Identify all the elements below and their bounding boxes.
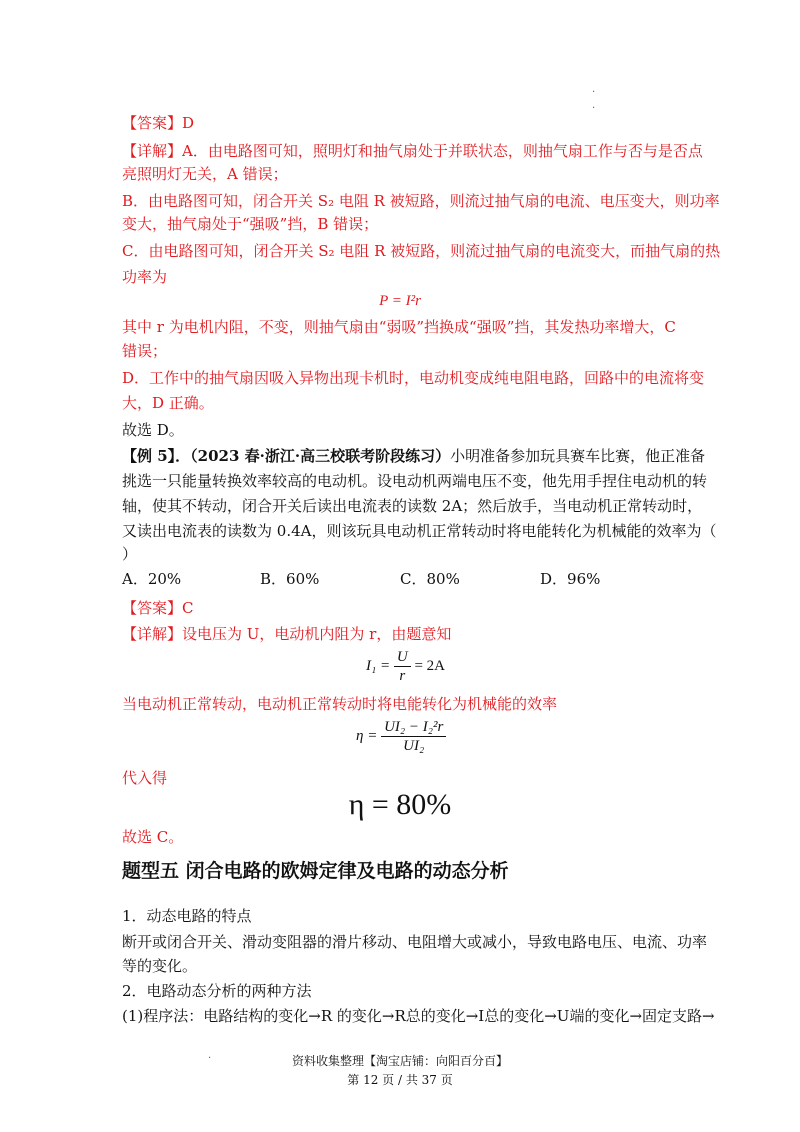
answer-line [122, 597, 194, 619]
section-paragraph: 等的变化。 [122, 957, 198, 975]
speck-mark: . [592, 84, 596, 95]
conclusion-line: 故选 D。 [122, 421, 184, 439]
footer-page-number: 第 12 页 / 共 37 页 [347, 1073, 453, 1087]
result-equation: η = 80% [348, 788, 452, 821]
section-paragraph: 1．动态电路的特点 [122, 907, 252, 925]
equation-rhs: = 2A [414, 657, 445, 674]
equation-lhs: η = [356, 727, 378, 744]
section-heading: 题型五 闭合电路的欧姆定律及电路的动态分析 [122, 860, 509, 882]
fraction-denominator: r [399, 668, 406, 684]
example-line: 又读出电流表的读数为 0.4A，则该玩具电动机正常转动时将电能转化为机械能的效率为（ [122, 522, 717, 540]
fraction-numerator: U [394, 648, 411, 667]
fraction [381, 718, 446, 755]
option-c [400, 568, 460, 590]
fraction-denominator: UI₂ [403, 738, 425, 754]
answer-line [122, 112, 194, 134]
explanation-line: C．由电路图可知，闭合开关 S₂ 电阻 R 被短路，则流过抽气扇的电流变大，而抽气扇的热 [122, 242, 721, 260]
explanation-line: 功率为 [122, 268, 168, 286]
efficiency-equation [356, 718, 446, 755]
option-letter: B． [260, 570, 287, 588]
example-line: ） [122, 545, 138, 563]
current-equation [366, 648, 445, 685]
explanation-line: D．工作中的抽气扇因吸入异物出现卡机时，电动机变成纯电阻电路，回路中的电流将变 [122, 369, 705, 387]
explanation-line: 【详解】设电压为 U，电动机内阻为 r，由题意知 [122, 625, 452, 643]
option-a [122, 568, 181, 590]
example-text: 小明准备参加玩具赛车比赛，他正准备 [450, 447, 706, 465]
answer-label: 【答案】 [122, 599, 183, 617]
explanation-line: 大，D 正确。 [122, 394, 214, 412]
example-tag: 【例 5】．（2023 春·浙江·高三校联考阶段练习） [122, 447, 451, 465]
section-paragraph: (1)程序法：电路结构的变化→R 的变化→R总的变化→I总的变化→U端的变化→固定支路→ [122, 1007, 715, 1025]
explanation-line: 当电动机正常转动，电动机正常转动时将电能转化为机械能的效率 [122, 695, 558, 713]
answer-value: C [182, 599, 194, 617]
explanation-line: 变大，抽气扇处于“强吸”挡，B 错误； [122, 215, 379, 233]
answer-label: 【答案】 [122, 114, 183, 132]
option-value: 96% [567, 570, 601, 588]
speck-mark: . [208, 1050, 212, 1061]
fraction-numerator: UI₂ − I₂²r [381, 718, 446, 737]
option-letter: C． [400, 570, 427, 588]
example-heading [122, 445, 705, 467]
section-paragraph: 2．电路动态分析的两种方法 [122, 982, 312, 1000]
conclusion-line: 故选 C。 [122, 828, 184, 846]
footer-source: 资料收集整理【淘宝店铺：向阳百分百】 [291, 1054, 508, 1068]
equation-lhs: I₁ = [366, 657, 391, 674]
explanation-line: 【详解】A．由电路图可知，照明灯和抽气扇处于并联状态，则抽气扇工作与否与是否点 [122, 142, 703, 160]
option-letter: A． [122, 570, 148, 588]
example-line: 轴，使其不转动，闭合开关后读出电流表的读数 2A；然后放手，当电动机正常转动时， [122, 497, 703, 515]
option-value: 80% [426, 570, 460, 588]
example-line: 挑选一只能量转换效率较高的电动机。设电动机两端电压不变，他先用手捏住电动机的转 [122, 472, 708, 490]
fraction [394, 648, 411, 685]
explanation-line: 错误； [122, 342, 168, 360]
explanation-line: B．由电路图可知，闭合开关 S₂ 电阻 R 被短路，则流过抽气扇的电流、电压变大，则功率 [122, 192, 720, 210]
option-b [260, 568, 319, 590]
option-value: 60% [286, 570, 320, 588]
answer-value: D [182, 114, 195, 132]
option-d [540, 568, 600, 590]
option-letter: D． [540, 570, 568, 588]
section-paragraph: 断开或闭合开关、滑动变阻器的滑片移动、电阻增大或减小，导致电路电压、电流、功率 [122, 933, 708, 951]
explanation-line: 代入得 [122, 769, 168, 787]
power-formula: P = I²r [379, 293, 421, 309]
explanation-line: 亮照明灯无关，A 错误； [122, 165, 288, 183]
speck-mark: . [592, 100, 596, 111]
explanation-line: 其中 r 为电机内阻，不变，则抽气扇由“弱吸”挡换成“强吸”挡，其发热功率增大，C [122, 318, 676, 336]
option-value: 20% [147, 570, 182, 588]
